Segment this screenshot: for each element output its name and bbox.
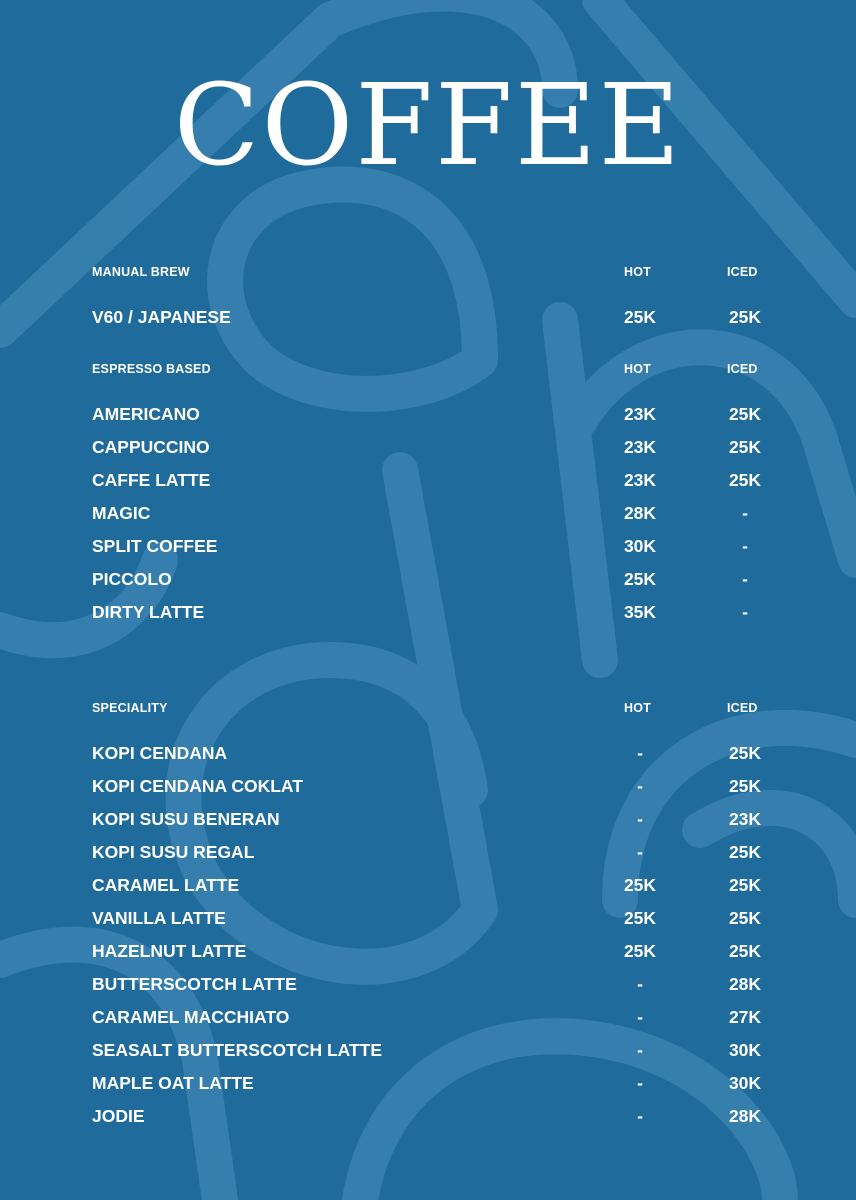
item-hot-price: 25K bbox=[623, 875, 657, 895]
menu-item bbox=[92, 907, 772, 940]
menu-title: COFFEE bbox=[173, 61, 683, 191]
item-name: KOPI CENDANA bbox=[92, 743, 228, 763]
item-iced-price: 25K bbox=[728, 437, 762, 457]
item-iced-price: 25K bbox=[728, 941, 762, 961]
iced-column-header: ICED bbox=[727, 265, 758, 279]
iced-column-header: ICED bbox=[727, 362, 758, 376]
item-name: SPLIT COFFEE bbox=[92, 536, 218, 556]
item-hot-price: 25K bbox=[623, 908, 657, 928]
hot-column-header: HOT bbox=[624, 362, 651, 376]
item-hot-price: - bbox=[637, 1007, 643, 1027]
item-hot-price: - bbox=[637, 1106, 643, 1126]
menu-item bbox=[92, 436, 772, 469]
item-iced-price: - bbox=[742, 536, 748, 556]
item-iced-price: 25K bbox=[728, 776, 762, 796]
item-hot-price: - bbox=[637, 1073, 643, 1093]
item-hot-price: 25K bbox=[623, 307, 657, 327]
item-name: PICCOLO bbox=[92, 569, 172, 589]
section-name: ESPRESSO BASED bbox=[92, 362, 211, 376]
section-manual-brew bbox=[92, 265, 772, 339]
item-hot-price: - bbox=[637, 842, 643, 862]
item-iced-price: 25K bbox=[728, 470, 762, 490]
menu-item bbox=[92, 1039, 772, 1072]
item-hot-price: 23K bbox=[623, 437, 657, 457]
item-iced-price: 25K bbox=[728, 404, 762, 424]
item-name: VANILLA LATTE bbox=[92, 908, 226, 928]
item-iced-price: 25K bbox=[728, 743, 762, 763]
item-iced-price: 30K bbox=[728, 1073, 762, 1093]
item-hot-price: 28K bbox=[623, 503, 657, 523]
menu-item bbox=[92, 940, 772, 973]
item-iced-price: - bbox=[742, 569, 748, 589]
item-hot-price: 23K bbox=[623, 404, 657, 424]
item-name: AMERICANO bbox=[92, 404, 200, 424]
item-name: KOPI SUSU REGAL bbox=[92, 842, 255, 862]
item-iced-price: 25K bbox=[728, 842, 762, 862]
item-hot-price: - bbox=[637, 743, 643, 763]
item-name: JODIE bbox=[92, 1106, 145, 1126]
item-name: V60 / JAPANESE bbox=[92, 307, 231, 327]
item-name: MAPLE OAT LATTE bbox=[92, 1073, 254, 1093]
item-name: CAFFE LATTE bbox=[92, 470, 211, 490]
item-hot-price: - bbox=[637, 974, 643, 994]
menu-item bbox=[92, 775, 772, 808]
menu-item bbox=[92, 403, 772, 436]
menu-item bbox=[92, 973, 772, 1006]
menu-item bbox=[92, 502, 772, 535]
section-espresso-based bbox=[92, 362, 772, 634]
iced-column-header: ICED bbox=[727, 701, 758, 715]
item-hot-price: 25K bbox=[623, 569, 657, 589]
menu-item bbox=[92, 469, 772, 502]
item-name: SEASALT BUTTERSCOTCH LATTE bbox=[92, 1040, 383, 1060]
item-name: DIRTY LATTE bbox=[92, 602, 205, 622]
section-speciality bbox=[92, 701, 772, 1138]
item-hot-price: 25K bbox=[623, 941, 657, 961]
menu-item bbox=[92, 535, 772, 568]
item-iced-price: 25K bbox=[728, 307, 762, 327]
menu-item bbox=[92, 601, 772, 634]
item-name: CAPPUCCINO bbox=[92, 437, 210, 457]
item-name: KOPI CENDANA COKLAT bbox=[92, 776, 303, 796]
item-hot-price: - bbox=[637, 1040, 643, 1060]
section-header bbox=[92, 362, 772, 382]
section-name: SPECIALITY bbox=[92, 701, 168, 715]
item-name: BUTTERSCOTCH LATTE bbox=[92, 974, 297, 994]
item-name: CARAMEL LATTE bbox=[92, 875, 240, 895]
hot-column-header: HOT bbox=[624, 265, 651, 279]
item-name: KOPI SUSU BENERAN bbox=[92, 809, 280, 829]
item-iced-price: 27K bbox=[728, 1007, 762, 1027]
section-name: MANUAL BREW bbox=[92, 265, 190, 279]
item-iced-price: 30K bbox=[728, 1040, 762, 1060]
section-header bbox=[92, 265, 772, 285]
menu-item bbox=[92, 1105, 772, 1138]
hot-column-header: HOT bbox=[624, 701, 651, 715]
item-iced-price: - bbox=[742, 503, 748, 523]
item-name: CARAMEL MACCHIATO bbox=[92, 1007, 290, 1027]
item-hot-price: - bbox=[637, 776, 643, 796]
item-iced-price: - bbox=[742, 602, 748, 622]
item-hot-price: - bbox=[637, 809, 643, 829]
menu-item bbox=[92, 306, 772, 339]
item-iced-price: 28K bbox=[728, 974, 762, 994]
item-hot-price: 30K bbox=[623, 536, 657, 556]
menu-item bbox=[92, 841, 772, 874]
menu-item bbox=[92, 1072, 772, 1105]
item-iced-price: 25K bbox=[728, 875, 762, 895]
menu-item bbox=[92, 808, 772, 841]
item-hot-price: 35K bbox=[623, 602, 657, 622]
menu-item bbox=[92, 742, 772, 775]
item-iced-price: 28K bbox=[728, 1106, 762, 1126]
item-name: MAGIC bbox=[92, 503, 151, 523]
menu-item bbox=[92, 568, 772, 601]
item-name: HAZELNUT LATTE bbox=[92, 941, 247, 961]
item-hot-price: 23K bbox=[623, 470, 657, 490]
item-iced-price: 25K bbox=[728, 908, 762, 928]
item-iced-price: 23K bbox=[728, 809, 762, 829]
section-header bbox=[92, 701, 772, 721]
menu-item bbox=[92, 874, 772, 907]
menu-item bbox=[92, 1006, 772, 1039]
